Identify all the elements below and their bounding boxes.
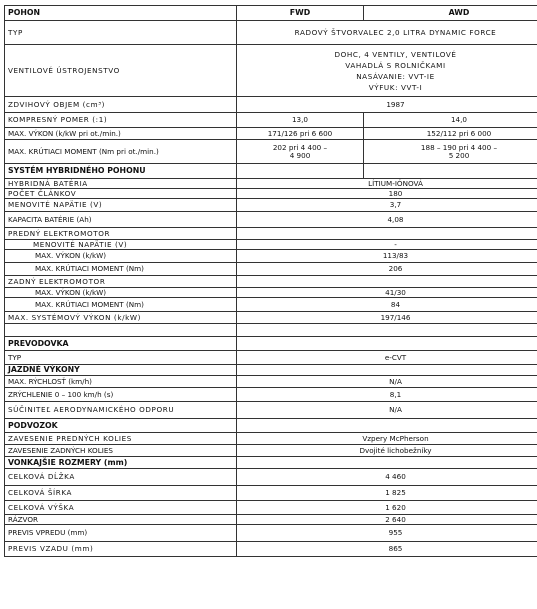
- header-fwd: FWD: [237, 6, 364, 21]
- row-awd: [364, 140, 537, 164]
- table-row: [5, 469, 537, 486]
- row-label: SÚČINITEĽ AERODYNAMICKÉHO ODPORU: [5, 402, 237, 419]
- table-row: [5, 240, 537, 250]
- row-value: 41/30: [237, 288, 537, 298]
- empty-cell: [237, 365, 537, 376]
- row-fwd: [237, 140, 364, 164]
- table-row: [5, 45, 537, 97]
- row-value: 113/83: [237, 250, 537, 263]
- table-row: [5, 263, 537, 276]
- row-value: 8,1: [237, 388, 537, 402]
- row-label: CELKOVÁ DĹŽKA: [5, 469, 237, 486]
- section-row: [5, 337, 537, 351]
- row-value: N/A: [237, 376, 537, 388]
- row-fwd: 13,0: [237, 113, 364, 128]
- row-label: MENOVITÉ NAPÄTIE (V): [5, 240, 237, 250]
- section-title: PREVODOVKA: [5, 337, 237, 351]
- section-row: [5, 419, 537, 433]
- table-row: [5, 351, 537, 365]
- section-title: VONKAJŠIE ROZMERY (mm): [5, 457, 237, 469]
- row-value: 1987: [237, 97, 537, 113]
- row-label: ZAVESENIE ZADNÝCH KOLIES: [5, 445, 237, 457]
- table-row: [5, 21, 537, 45]
- row-label: KAPACITA BATÉRIE (Ah): [5, 212, 237, 228]
- value-line: VAHADLÁ S ROLNIČKAMI: [345, 60, 446, 70]
- empty-cell: [237, 324, 537, 337]
- row-fwd: 171/126 pri 6 600: [237, 128, 364, 140]
- row-value: 865: [237, 542, 537, 557]
- row-value: 206: [237, 263, 537, 276]
- row-value: 180: [237, 189, 537, 199]
- value-line: 188 – 190 pri 4 400 –: [420, 142, 498, 152]
- row-label: CELKOVÁ VÝŠKA: [5, 501, 237, 515]
- value-line: 4 900: [289, 150, 311, 160]
- row-label: MAX. VÝKON (k/kW): [5, 288, 237, 298]
- row-awd: 152/112 pri 6 000: [364, 128, 537, 140]
- row-label: ZRÝCHLENIE 0 – 100 km/h (s): [5, 388, 237, 402]
- row-value: Vzpery McPherson: [237, 433, 537, 445]
- table-row: [5, 501, 537, 515]
- row-label: HYBRIDNÁ BATÉRIA: [5, 179, 237, 189]
- row-label: MENOVITÉ NAPÄTIE (V): [5, 199, 237, 212]
- row-label: KOMPRESNÝ POMER (:1): [5, 113, 237, 128]
- row-value: 84: [237, 298, 537, 312]
- spec-table: [4, 5, 537, 557]
- row-label: ZADNÝ ELEKTROMOTOR: [5, 276, 237, 288]
- table-row: [5, 97, 537, 113]
- table-row: [5, 113, 537, 128]
- table-row: [5, 376, 537, 388]
- value-line: NASÁVANIE: VVT-IE: [356, 71, 435, 81]
- table-row: [5, 179, 537, 189]
- table-row: [5, 542, 537, 557]
- value-line: VÝFUK: VVT-I: [368, 82, 423, 92]
- row-label: PREVIS VZADU (mm): [5, 542, 237, 557]
- table-row: [5, 199, 537, 212]
- section-title: PODVOZOK: [5, 419, 237, 433]
- row-label: MAX. VÝKON (k/kW pri ot./min.): [5, 128, 237, 140]
- row-value: 3,7: [237, 199, 537, 212]
- row-value: [237, 45, 537, 97]
- value-line: DOHC, 4 VENTILY, VENTILOVÉ: [334, 49, 457, 59]
- section-row: [5, 365, 537, 376]
- empty-cell: [5, 324, 237, 337]
- row-label: CELKOVÁ ŠÍRKA: [5, 486, 237, 501]
- row-label: MAX. RÝCHLOSŤ (km/h): [5, 376, 237, 388]
- row-value: e-CVT: [237, 351, 537, 365]
- row-label: PREDNÝ ELEKTROMOTOR: [5, 228, 237, 240]
- row-value: 4,08: [237, 212, 537, 228]
- header-label: POHON: [5, 6, 237, 21]
- section-row: [5, 457, 537, 469]
- row-label: POČET ČLÁNKOV: [5, 189, 237, 199]
- row-label: VENTILOVÉ ÚSTROJENSTVO: [5, 45, 237, 97]
- table-row: [5, 288, 537, 298]
- empty-cell: [237, 337, 537, 351]
- row-label: TYP: [5, 351, 237, 365]
- spacer-row: [5, 324, 537, 337]
- section-row: [5, 164, 537, 179]
- row-label: MAX. KRÚTIACI MOMENT (Nm): [5, 263, 237, 276]
- row-label: ZDVIHOVÝ OBJEM (cm³): [5, 97, 237, 113]
- table-row: [5, 312, 537, 324]
- empty-cell: [237, 419, 537, 433]
- row-value: RADOVÝ ŠTVORVALEC 2,0 LITRA DYNAMIC FORCE: [237, 21, 537, 45]
- row-label: TYP: [5, 21, 237, 45]
- table-row: [5, 128, 537, 140]
- row-value: 955: [237, 525, 537, 542]
- section-title: JAZDNÉ VÝKONY: [5, 365, 237, 376]
- table-row: [5, 388, 537, 402]
- table-row: [5, 525, 537, 542]
- table-row: [5, 433, 537, 445]
- row-label: MAX. SYSTÉMOVÝ VÝKON (k/kW): [5, 312, 237, 324]
- row-label: ZAVESENIE PREDNÝCH KOLIES: [5, 433, 237, 445]
- section-title: SYSTÉM HYBRIDNÉHO POHONU: [5, 164, 237, 179]
- row-value: 1 825: [237, 486, 537, 501]
- value-line: 202 pri 4 400 –: [272, 142, 328, 152]
- row-label: MAX. VÝKON (k/kW): [5, 250, 237, 263]
- header-awd: AWD: [364, 6, 537, 21]
- value-line: 5 200: [448, 150, 470, 160]
- table-header-row: [5, 6, 537, 21]
- table-row: [5, 402, 537, 419]
- row-value: N/A: [237, 402, 537, 419]
- table-row: [5, 140, 537, 164]
- row-value: 1 620: [237, 501, 537, 515]
- row-label: PREVIS VPREDU (mm): [5, 525, 237, 542]
- table-row: [5, 189, 537, 199]
- row-value: 2 640: [237, 515, 537, 525]
- table-row: [5, 515, 537, 525]
- row-value: Dvojité lichobežníky: [237, 445, 537, 457]
- table-row: [5, 250, 537, 263]
- table-row: [5, 486, 537, 501]
- row-value: 4 460: [237, 469, 537, 486]
- row-value: -: [237, 240, 537, 250]
- table-row: [5, 276, 537, 288]
- table-row: [5, 445, 537, 457]
- row-value: LÍTIUM-IÓNOVÁ: [237, 179, 537, 189]
- table-row: [5, 212, 537, 228]
- empty-cell: [237, 228, 537, 240]
- table-row: [5, 228, 537, 240]
- row-value: 197/146: [237, 312, 537, 324]
- row-awd: 14,0: [364, 113, 537, 128]
- empty-cell: [364, 164, 537, 179]
- empty-cell: [237, 164, 364, 179]
- row-label: MAX. KRÚTIACI MOMENT (Nm): [5, 298, 237, 312]
- row-label: RÁZVOR: [5, 515, 237, 525]
- table-row: [5, 298, 537, 312]
- row-label: MAX. KRÚTIACI MOMENT (Nm pri ot./min.): [5, 140, 237, 164]
- empty-cell: [237, 457, 537, 469]
- empty-cell: [237, 276, 537, 288]
